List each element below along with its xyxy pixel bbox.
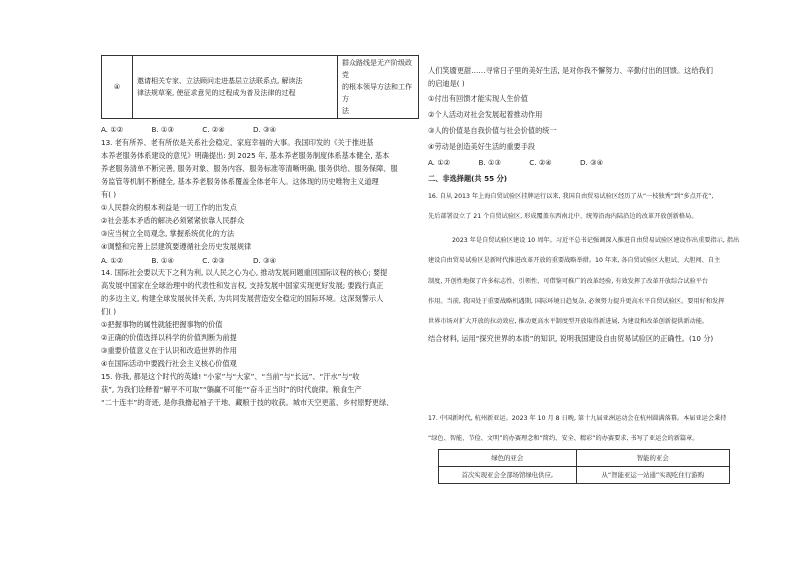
- q16-line-6: 作用。当前, 我国处于重要战略机遇期, 国际环境日趋复杂, 必须努力提升更高水平自贸试验区。要用好和发挥: [428, 298, 725, 305]
- q15-cont-line-1: 人们笑靥更甜……寻常日子里的美好生活, 是对你我不懈努力、辛勤付出的回馈。这给我们: [428, 66, 713, 75]
- q14-line-4: 们( ): [101, 307, 117, 316]
- q13-line-5: 有( ): [101, 190, 117, 199]
- q17-cell-green: 首次实现亚会全部场馆绿电供应,: [439, 467, 577, 484]
- q12-desc-line-2: 律法规草案, 使征求意见的过程成为普及法律的过程: [137, 89, 296, 97]
- q15-options: [428, 158, 629, 167]
- q13-choice-4: ④调整和完善上层建筑要遵循社会历史发展规律: [101, 242, 252, 251]
- q17-line-1: 17. 中国新时代, 杭州新亚运。2023 年 10 月 8 日晚, 第十九届亚洲运动会在杭州圆满落幕。本届亚运会秉持: [428, 415, 727, 422]
- q12-option-a[interactable]: A. ①②: [101, 125, 124, 134]
- q15-option-d[interactable]: D. ③④: [580, 158, 604, 167]
- q13-choice-2: ②社会基本矛盾的解决必须紧紧依靠人民群众: [101, 216, 245, 225]
- q14-choice-2: ②正确的价值选择以科学的价值判断为前提: [101, 333, 237, 342]
- q14-choice-1: ①把握事物的属性就能把握事物的价值: [101, 320, 223, 329]
- q15-cont-line-2: 的启迪是( ): [428, 79, 465, 88]
- q12-options: [101, 125, 302, 134]
- q13-line-1: 13. 老有所养、老有所依是关系社会稳定、家庭幸福的大事。我国印发的《关于推进基: [101, 138, 374, 147]
- q12-option-d[interactable]: D. ③④: [253, 125, 277, 134]
- q17-header-green: 绿色的亚会: [439, 450, 577, 467]
- q13-options: [101, 256, 302, 265]
- q14-line-1: 14. 国际社会要以天下之利为利, 以人民之心为心, 推动发展问题重回国际议程的核心; 要提: [101, 268, 388, 277]
- q14-choice-3: ③重要价值意义在于认识和改造世界的作用: [101, 346, 237, 355]
- q15-option-b[interactable]: B. ①③: [478, 158, 501, 167]
- q13-line-4: 务监管等机制不断健全, 基本养老服务体系覆盖全体老年人。这体现的历史唯物主义道理: [101, 177, 379, 186]
- q16-line-5: 制度, 开创性地探了许多标志性、引领性、可借鉴可推广的改革经验, 有效发挥了改革开放综合试验平台: [428, 278, 709, 285]
- q15-line-2: 获”, 为我们诠释着“解平不可取”“躺赢不可能”“奋斗正当时”的时代旋律。粮食生产: [101, 385, 362, 394]
- q16-line-7: 世界市场对扩大开放的拉动效应, 推动更高水平制度型开放取得新进展, 为建设和改革创新提供新动能。: [428, 318, 709, 325]
- q15-choice-3: ③人的价值是自我价值与社会价值的统一: [428, 126, 557, 135]
- q14-line-3: 的多边主义, 构建全球发展伙伴关系, 为共同发展营造安全稳定的国际环境。这深刻警示人: [101, 294, 384, 303]
- q17-line-2: “绿色、智能、节俭、文明”的办赛理念和“简约、安全、精彩”的办赛要求, 书写了亚运会的新篇章。: [428, 435, 699, 442]
- q12-row-theory: [338, 56, 419, 119]
- q15-line-1: 15. 你我, 都是这个时代的英雄! “小家”与“大家”、“当前”与“长远”、“汗水”与“收: [101, 372, 360, 381]
- q12-option-c[interactable]: C. ②④: [202, 125, 225, 134]
- q16-question: 结合材料, 运用“探究世界的本质”的知识, 说明我国建设自由贸易试验区的正确性。(10 分): [428, 334, 714, 343]
- q12-theory-line-2: 的根本领导方法和工作方: [342, 83, 412, 103]
- q16-line-4: 建设自由贸易试验区是新时代推进改革开放的重要战略举措。10 年来, 各自贸试验区大胆试、大胆闯、自主: [428, 257, 721, 264]
- q12-desc-line-1: 邀请相关专家、立法顾问走进基层立法联系点, 解读法: [137, 77, 303, 85]
- q12-table: [101, 55, 419, 119]
- q13-option-c[interactable]: C. ②③: [202, 256, 225, 265]
- q17-table: [438, 449, 730, 484]
- q13-line-2: 本养老服务体系建设的意见》明确提出: 到 2025 年, 基本养老服务制度体系基本健全, 基本: [101, 151, 390, 160]
- q12-option-b[interactable]: B. ①③: [151, 125, 174, 134]
- q12-row-description: [133, 56, 338, 119]
- q17-cell-smart: 从“智能亚运一站通”实现吃住行游购: [576, 467, 730, 484]
- q15-choice-1: ①付出有回馈才能实现人生价值: [428, 94, 528, 103]
- q14-choice-4: ④在国际活动中要践行社会主义核心价值观: [101, 359, 237, 368]
- q15-option-a[interactable]: A. ①②: [428, 158, 451, 167]
- q15-choice-2: ②个人活动对社会发展起着推动作用: [428, 110, 543, 119]
- q15-option-c[interactable]: C. ②④: [529, 158, 552, 167]
- q14-line-2: 高发展中国家在全球治理中的代表性和发言权, 支持发展中国家实现更好发展; 要践行真正: [101, 281, 384, 290]
- q15-line-3: “二十连丰”的奇迹, 是你我撸起袖子干地、藏粮于技的收获。城市天空更蓝、乡村原野更绿、: [101, 398, 394, 407]
- q13-option-b[interactable]: B. ①④: [151, 256, 174, 265]
- section-title: 二、非选择题(共 55 分): [428, 174, 508, 183]
- q16-line-3: 2023 年是自贸试验区建设 10 周年。习近平总书记强调深入推进自由贸易试验区建设作出重要指示, 指出: [452, 237, 740, 244]
- q13-option-a[interactable]: A. ①②: [101, 256, 124, 265]
- q16-line-2: 先后部署设立了 21 个自贸试验区, 形成覆盖东西南北中、统筹沿海内陆沿边的改革开放创新格局。: [428, 213, 698, 220]
- q12-row-number: ④: [102, 56, 133, 119]
- q12-theory-line-1: 群众路线是无产阶级政党: [342, 59, 412, 79]
- q13-choice-1: ①人民群众的根本利益是一切工作的出发点: [101, 203, 237, 212]
- q16-line-1: 16. 自从 2013 年上海自贸试验区挂牌运行以来, 我国自由贸易试验区经历了从“一枝独秀”到“多点开花”,: [428, 193, 714, 200]
- q17-header-smart: 智能的亚会: [576, 450, 730, 467]
- q12-theory-line-3: 法: [342, 107, 349, 115]
- q13-choice-3: ③应当树立全局观念, 掌握系统优化的方法: [101, 229, 235, 238]
- q13-line-3: 养老服务清单不断完善, 服务对象、服务内容、服务标准等清晰明确, 服务供给、服务保障、服: [101, 164, 398, 173]
- q13-option-d[interactable]: D. ③④: [253, 256, 277, 265]
- q15-choice-4: ④劳动是创造美好生活的重要手段: [428, 142, 536, 151]
